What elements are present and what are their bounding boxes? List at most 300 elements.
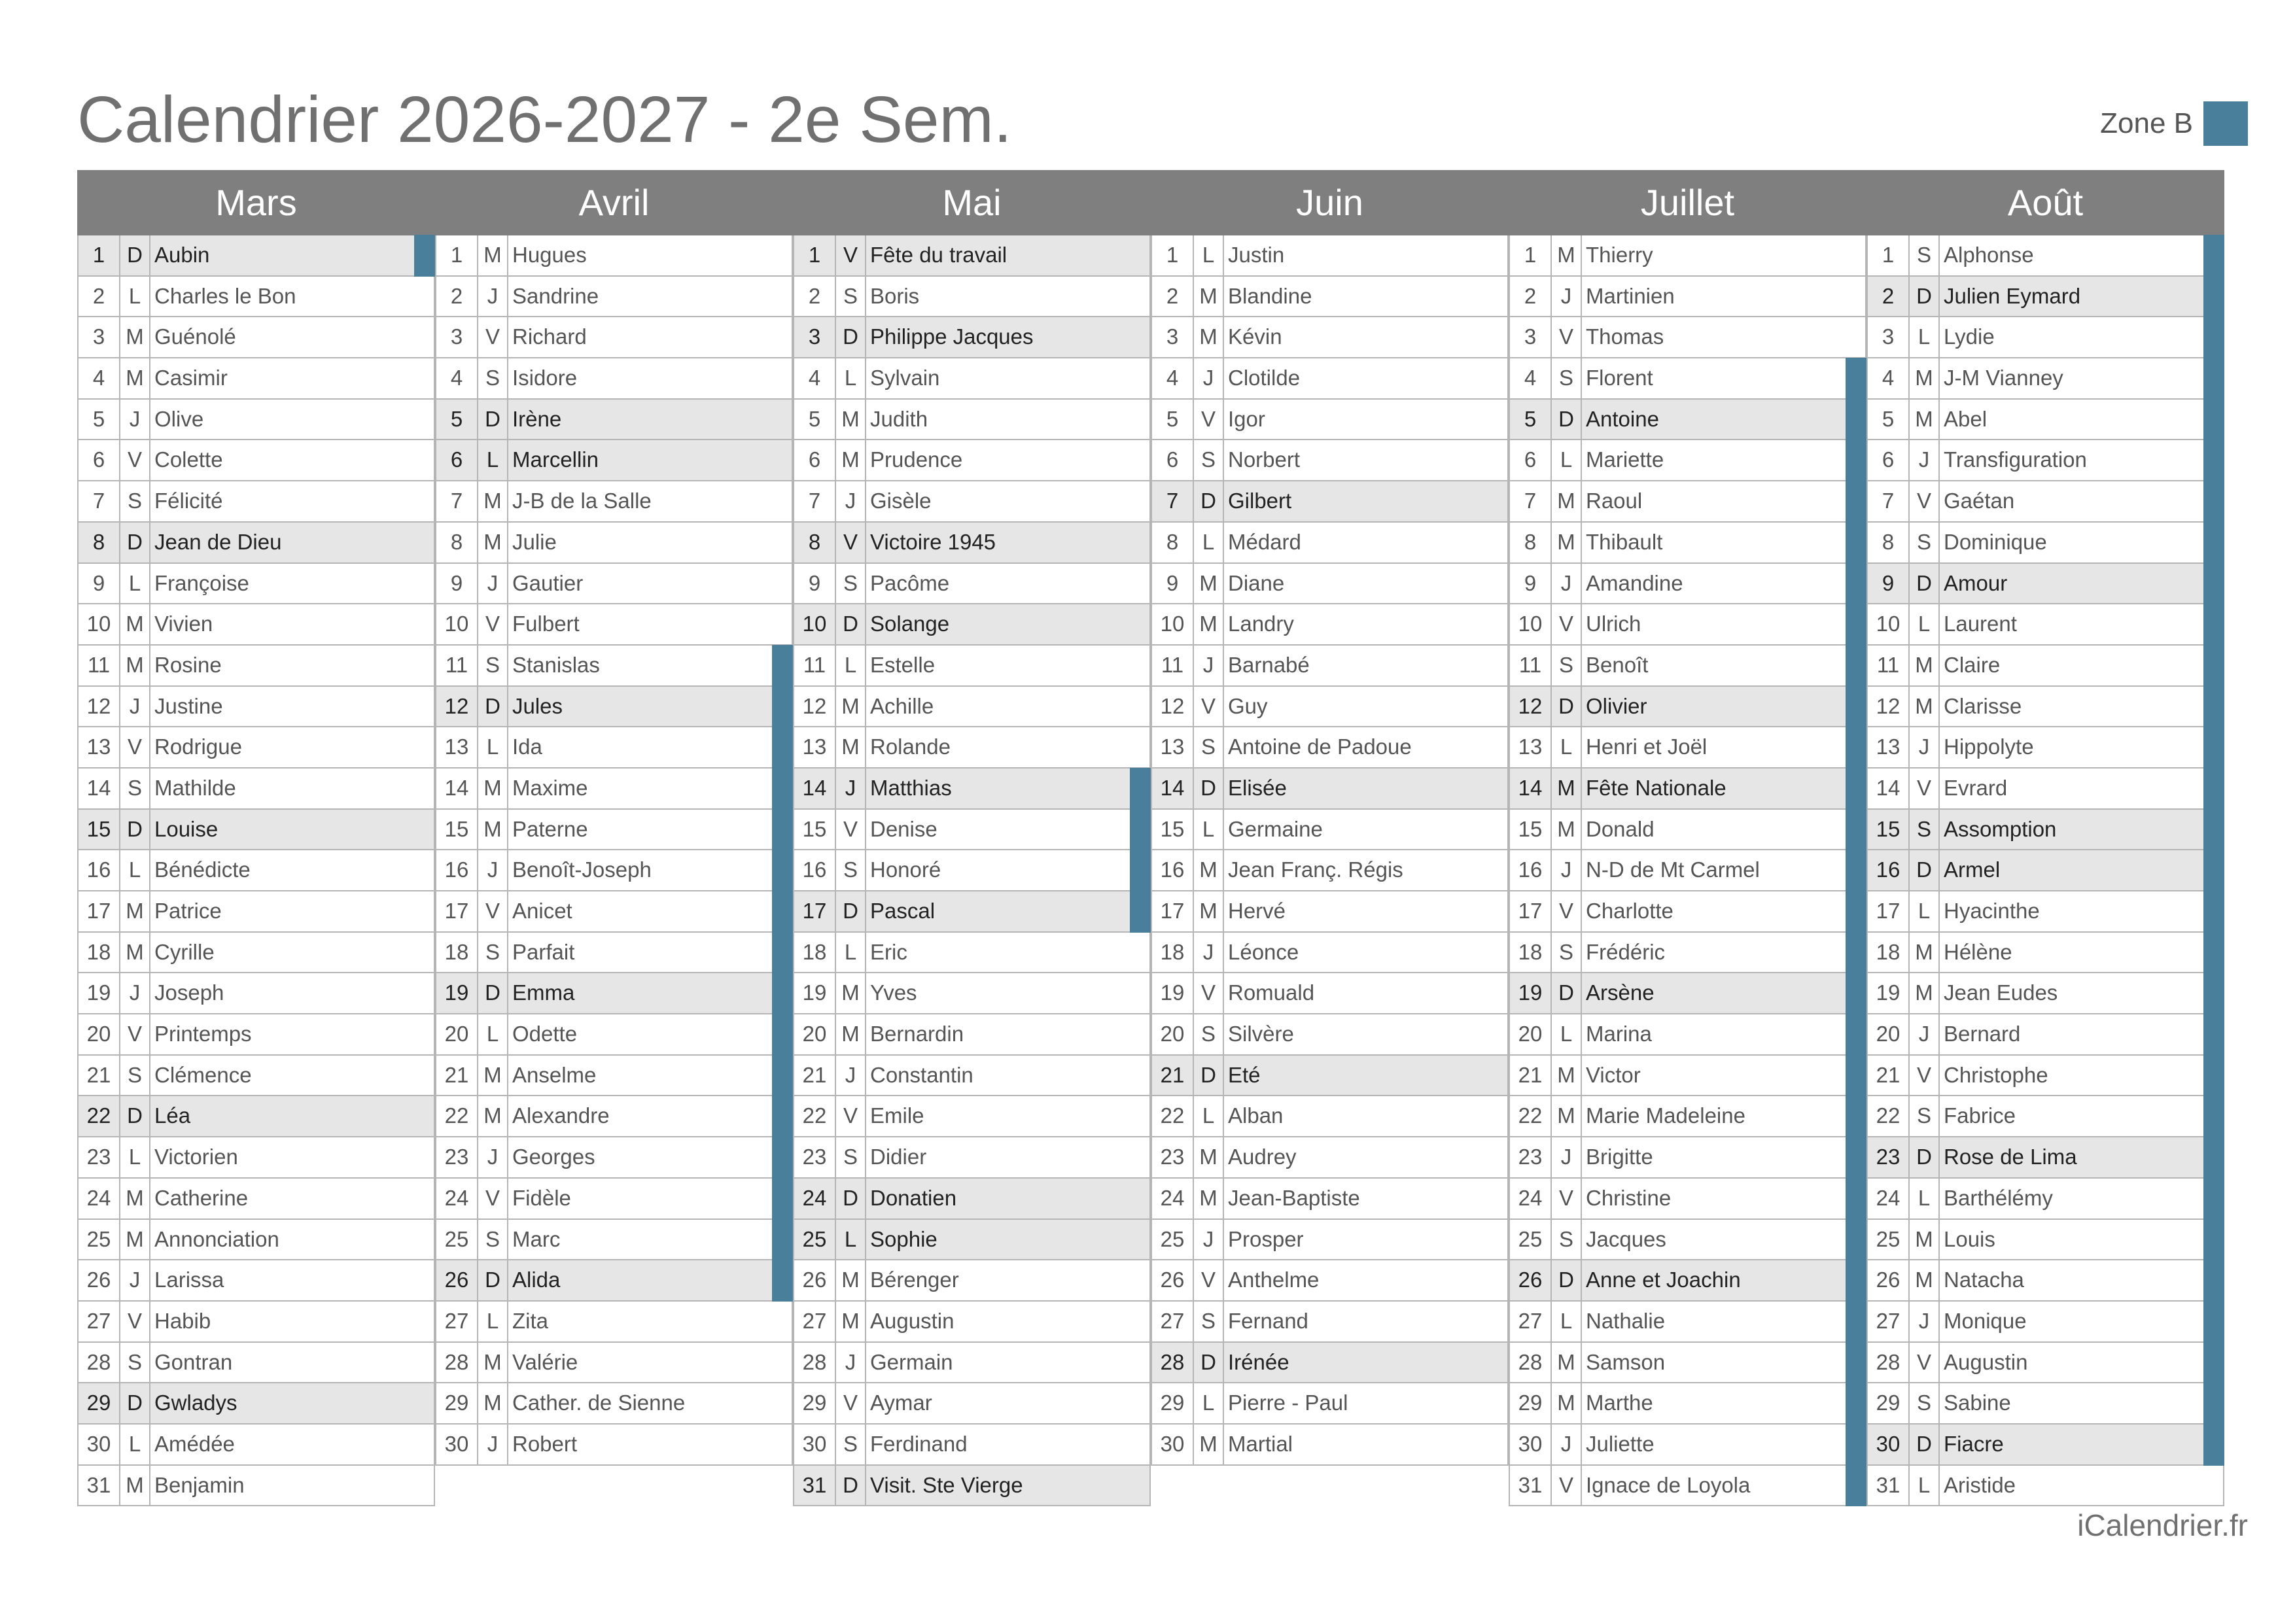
saint-name: Odette: [512, 1022, 578, 1046]
saint-name: Benoît: [1586, 652, 1649, 677]
day-number: 22: [436, 1096, 478, 1136]
vacation-marker: [772, 932, 793, 974]
day-row: [793, 850, 1151, 891]
saint-name: Augustin: [1944, 1349, 2028, 1374]
vacation-marker: [1846, 1465, 1866, 1507]
saint-name: Henri et Joël: [1586, 734, 1708, 759]
vacation-marker: [1846, 1260, 1866, 1302]
day-number: 17: [79, 891, 120, 931]
day-row: [1151, 933, 1509, 974]
weekday-letter: V: [836, 810, 866, 850]
saint-name: Colette: [154, 447, 223, 472]
day-number: 29: [1510, 1383, 1552, 1423]
saint-name: Aristide: [1944, 1472, 2016, 1497]
saint-name: Prosper: [1228, 1226, 1304, 1251]
weekday-letter: S: [1910, 1383, 1940, 1423]
month-header: Août: [2007, 182, 2084, 223]
day-number: 3: [794, 317, 836, 357]
zone-label: Zone B: [2100, 107, 2193, 139]
saint-name: Brigitte: [1586, 1145, 1653, 1169]
day-row: [77, 523, 435, 564]
saint-name: Eté: [1228, 1062, 1261, 1087]
weekday-letter: D: [1552, 1260, 1582, 1300]
day-number: 7: [79, 481, 120, 521]
saint-name: Louise: [154, 816, 219, 841]
saint-name: J-M Vianney: [1944, 366, 2063, 390]
saint-name: Félicité: [154, 489, 223, 513]
saint-name: Igor: [1228, 406, 1265, 431]
day-number: 26: [1510, 1260, 1552, 1300]
day-number: 20: [436, 1014, 478, 1054]
saint-name: Cather. de Sienne: [512, 1391, 686, 1415]
day-row: [1151, 481, 1509, 523]
saint-name: Raoul: [1586, 489, 1643, 513]
day-row: [793, 1425, 1151, 1466]
day-number: 18: [436, 933, 478, 973]
day-row: [1509, 277, 1866, 318]
day-row: [77, 687, 435, 728]
weekday-letter: D: [1552, 973, 1582, 1013]
day-row: [1509, 973, 1866, 1014]
weekday-letter: J: [120, 1260, 150, 1300]
weekday-letter: D: [120, 1383, 150, 1423]
vacation-marker: [2203, 850, 2224, 891]
saint-name: Gisèle: [870, 489, 932, 513]
vacation-marker: [2203, 481, 2224, 523]
saint-name: Bernard: [1944, 1022, 2021, 1046]
saint-name: Gwladys: [154, 1391, 237, 1415]
day-number: 29: [1868, 1383, 1910, 1423]
day-number: 22: [1868, 1096, 1910, 1136]
saint-name: Abel: [1944, 406, 1988, 431]
vacation-marker: [2203, 891, 2224, 933]
saint-name: Habib: [154, 1308, 211, 1333]
day-row: [1151, 850, 1509, 891]
day-number: 14: [436, 769, 478, 808]
month-column: [793, 235, 1151, 1506]
weekday-letter: M: [1194, 604, 1224, 644]
weekday-letter: M: [1910, 400, 1940, 440]
day-number: 1: [794, 235, 836, 275]
day-row: [1866, 850, 2224, 891]
day-number: 16: [794, 850, 836, 890]
day-number: 8: [436, 523, 478, 562]
weekday-letter: S: [1910, 523, 1940, 562]
weekday-letter: M: [1552, 1383, 1582, 1423]
vacation-marker: [772, 1096, 793, 1137]
day-number: 1: [1868, 235, 1910, 275]
day-row: [435, 604, 793, 646]
saint-name: Dominique: [1944, 529, 2047, 554]
day-row: [77, 1014, 435, 1056]
day-row: [435, 1260, 793, 1302]
vacation-marker: [2203, 440, 2224, 481]
weekday-letter: M: [836, 687, 866, 727]
day-row: [1866, 440, 2224, 481]
saint-name: Marie Madeleine: [1586, 1103, 1745, 1128]
weekday-letter: J: [478, 277, 508, 317]
day-number: 2: [1868, 277, 1910, 317]
weekday-letter: V: [120, 1302, 150, 1341]
saint-name: Gaétan: [1944, 489, 2015, 513]
saint-name: Solange: [870, 612, 950, 636]
day-row: [793, 481, 1151, 523]
day-number: 29: [79, 1383, 120, 1423]
weekday-letter: J: [836, 1056, 866, 1096]
vacation-marker: [1846, 973, 1866, 1014]
weekday-letter: V: [1194, 1260, 1224, 1300]
saint-name: Victoire 1945: [870, 529, 996, 554]
day-row: [1509, 564, 1866, 605]
day-number: 8: [1510, 523, 1552, 562]
zone-color-swatch: [2203, 101, 2248, 146]
saint-name: Vivien: [154, 612, 213, 636]
day-row: [77, 727, 435, 769]
month-header-bar: [77, 170, 2224, 235]
day-number: 3: [79, 317, 120, 357]
day-row: [77, 440, 435, 481]
day-number: 29: [794, 1383, 836, 1423]
day-row: [793, 1137, 1151, 1179]
day-number: 21: [436, 1056, 478, 1096]
saint-name: Evrard: [1944, 775, 2008, 800]
saint-name: Hervé: [1228, 899, 1286, 923]
weekday-letter: V: [1552, 891, 1582, 931]
weekday-letter: M: [478, 1383, 508, 1423]
vacation-marker: [2203, 1383, 2224, 1425]
day-number: 29: [436, 1383, 478, 1423]
day-number: 23: [794, 1137, 836, 1177]
day-row: [1866, 604, 2224, 646]
day-number: 27: [436, 1302, 478, 1341]
saint-name: Romuald: [1228, 980, 1315, 1005]
day-number: 5: [79, 400, 120, 440]
saint-name: Jean Franç. Régis: [1228, 857, 1403, 882]
day-row: [435, 727, 793, 769]
day-number: 25: [1152, 1220, 1194, 1260]
vacation-marker: [772, 1260, 793, 1302]
day-number: 26: [79, 1260, 120, 1300]
saint-name: Laurent: [1944, 612, 2017, 636]
saint-name: Paterne: [512, 816, 588, 841]
saint-name: N-D de Mt Carmel: [1586, 857, 1760, 882]
weekday-letter: J: [1910, 1014, 1940, 1054]
weekday-letter: J: [1552, 564, 1582, 604]
day-row: [1151, 358, 1509, 400]
day-number: 6: [1152, 440, 1194, 480]
saint-name: Anselme: [512, 1062, 597, 1087]
saint-name: Barthélémy: [1944, 1185, 2053, 1210]
vacation-marker: [2203, 604, 2224, 646]
day-number: 7: [1152, 481, 1194, 521]
day-number: 1: [1152, 235, 1194, 275]
day-row: [435, 1302, 793, 1343]
vacation-marker: [772, 1178, 793, 1220]
day-row: [793, 1383, 1151, 1425]
day-row: [1866, 523, 2224, 564]
vacation-marker: [2203, 235, 2224, 277]
vacation-marker: [1130, 891, 1151, 933]
day-row: [793, 277, 1151, 318]
saint-name: Donatien: [870, 1185, 957, 1210]
day-row: [77, 317, 435, 358]
vacation-marker: [2203, 1301, 2224, 1343]
saint-name: Blandine: [1228, 283, 1312, 308]
day-number: 19: [436, 973, 478, 1013]
vacation-marker: [772, 727, 793, 769]
saint-name: Christine: [1586, 1185, 1672, 1210]
day-number: 9: [1152, 564, 1194, 604]
saint-name: Bernardin: [870, 1022, 964, 1046]
saint-name: Philippe Jacques: [870, 324, 1034, 349]
vacation-marker: [772, 1137, 793, 1179]
day-row: [1151, 1383, 1509, 1425]
saint-name: Clarisse: [1944, 693, 2022, 718]
weekday-letter: L: [478, 727, 508, 767]
vacation-marker: [1846, 1055, 1866, 1097]
day-row: [77, 1137, 435, 1179]
day-row: [1866, 810, 2224, 851]
saint-name: Fulbert: [512, 612, 580, 636]
vacation-marker: [1846, 358, 1866, 400]
day-row: [1866, 1137, 2224, 1179]
saint-name: Constantin: [870, 1062, 973, 1087]
weekday-letter: J: [478, 564, 508, 604]
weekday-letter: L: [1552, 1302, 1582, 1341]
saint-name: Catherine: [154, 1185, 249, 1210]
day-number: 21: [1510, 1056, 1552, 1096]
saint-name: Aubin: [154, 243, 210, 267]
weekday-letter: D: [836, 1179, 866, 1218]
weekday-letter: M: [1194, 564, 1224, 604]
vacation-marker: [1846, 645, 1866, 687]
weekday-letter: J: [836, 481, 866, 521]
saint-name: Sandrine: [512, 283, 599, 308]
saint-name: Fernand: [1228, 1308, 1308, 1333]
vacation-marker: [414, 235, 435, 277]
day-number: 1: [79, 235, 120, 275]
day-row: [793, 973, 1151, 1014]
saint-name: Mariette: [1586, 447, 1664, 472]
vacation-marker: [1846, 1014, 1866, 1056]
saint-name: Georges: [512, 1145, 595, 1169]
saint-name: Assomption: [1944, 816, 2057, 841]
day-row: [1509, 1220, 1866, 1261]
day-number: 13: [1868, 727, 1910, 767]
weekday-letter: L: [120, 277, 150, 317]
month-column: [1509, 235, 1866, 1506]
saint-name: Florent: [1586, 366, 1653, 390]
day-number: 28: [79, 1343, 120, 1383]
day-row: [1151, 1425, 1509, 1466]
month-header: Mars: [215, 182, 297, 223]
day-row: [793, 523, 1151, 564]
vacation-marker: [2203, 317, 2224, 358]
day-row: [1509, 687, 1866, 728]
day-number: 14: [1152, 769, 1194, 808]
day-number: 19: [79, 973, 120, 1013]
day-number: 6: [794, 440, 836, 480]
weekday-letter: D: [478, 687, 508, 727]
day-number: 10: [1510, 604, 1552, 644]
day-row: [793, 604, 1151, 646]
weekday-letter: J: [1552, 850, 1582, 890]
month-header: Avril: [578, 182, 650, 223]
saint-name: Nathalie: [1586, 1308, 1666, 1333]
day-row: [793, 769, 1151, 810]
day-row: [1151, 687, 1509, 728]
day-row: [435, 481, 793, 523]
saint-name: Gautier: [512, 570, 584, 595]
day-row: [1509, 604, 1866, 646]
weekday-letter: M: [1552, 769, 1582, 808]
weekday-letter: D: [1552, 687, 1582, 727]
weekday-letter: V: [1552, 604, 1582, 644]
vacation-marker: [2203, 1055, 2224, 1097]
day-number: 15: [1510, 810, 1552, 850]
day-number: 13: [436, 727, 478, 767]
weekday-letter: D: [1194, 1343, 1224, 1383]
vacation-marker: [2203, 1424, 2224, 1466]
day-number: 12: [1152, 687, 1194, 727]
day-number: 25: [79, 1220, 120, 1260]
day-row: [77, 646, 435, 687]
saint-name: Julie: [512, 529, 557, 554]
saint-name: Louis: [1944, 1226, 1995, 1251]
page-title: Calendrier 2026-2027 - 2e Sem.: [77, 83, 1012, 156]
day-row: [1151, 1056, 1509, 1097]
day-number: 23: [1152, 1137, 1194, 1177]
weekday-letter: J: [120, 400, 150, 440]
day-number: 31: [1868, 1466, 1910, 1506]
weekday-letter: M: [1552, 1343, 1582, 1383]
day-number: 19: [1152, 973, 1194, 1013]
weekday-letter: M: [1194, 1425, 1224, 1464]
day-row: [1151, 1014, 1509, 1056]
saint-name: Estelle: [870, 652, 936, 677]
weekday-letter: L: [1552, 727, 1582, 767]
month-column: [1151, 235, 1509, 1466]
weekday-letter: M: [120, 646, 150, 685]
vacation-marker: [1846, 686, 1866, 728]
day-number: 18: [1510, 933, 1552, 973]
day-number: 14: [1868, 769, 1910, 808]
day-number: 15: [436, 810, 478, 850]
weekday-letter: S: [836, 564, 866, 604]
weekday-letter: L: [1194, 235, 1224, 275]
day-row: [77, 400, 435, 441]
day-number: 5: [794, 400, 836, 440]
vacation-marker: [772, 891, 793, 933]
day-row: [435, 400, 793, 441]
saint-name: Amandine: [1586, 570, 1683, 595]
weekday-letter: L: [1552, 1014, 1582, 1054]
saint-name: Léonce: [1228, 939, 1299, 964]
day-number: 16: [79, 850, 120, 890]
day-number: 11: [794, 646, 836, 685]
saint-name: Silvère: [1228, 1022, 1294, 1046]
day-row: [77, 564, 435, 605]
saint-name: Thibault: [1586, 529, 1663, 554]
weekday-letter: M: [1552, 235, 1582, 275]
day-row: [77, 1466, 435, 1507]
day-number: 24: [1510, 1179, 1552, 1218]
weekday-letter: L: [836, 646, 866, 685]
vacation-marker: [772, 645, 793, 687]
day-row: [435, 1343, 793, 1384]
weekday-letter: L: [1194, 1096, 1224, 1136]
day-row: [1866, 317, 2224, 358]
day-row: [435, 933, 793, 974]
day-number: 10: [436, 604, 478, 644]
day-row: [1509, 400, 1866, 441]
day-number: 5: [1152, 400, 1194, 440]
day-number: 21: [79, 1056, 120, 1096]
day-number: 8: [794, 523, 836, 562]
weekday-letter: S: [1910, 235, 1940, 275]
day-number: 4: [79, 358, 120, 398]
day-number: 12: [1868, 687, 1910, 727]
day-number: 11: [79, 646, 120, 685]
month-header: Mai: [942, 182, 1002, 223]
day-row: [1151, 769, 1509, 810]
weekday-letter: M: [1910, 933, 1940, 973]
day-number: 27: [794, 1302, 836, 1341]
weekday-letter: V: [1552, 1179, 1582, 1218]
saint-name: Pierre - Paul: [1228, 1391, 1348, 1415]
day-row: [793, 933, 1151, 974]
saint-name: Olivier: [1586, 693, 1647, 718]
day-row: [1151, 973, 1509, 1014]
day-number: 27: [79, 1302, 120, 1341]
weekday-letter: S: [1194, 1014, 1224, 1054]
weekday-letter: J: [1194, 646, 1224, 685]
day-row: [435, 1220, 793, 1261]
saint-name: Sophie: [870, 1226, 937, 1251]
weekday-letter: M: [120, 317, 150, 357]
day-number: 30: [1152, 1425, 1194, 1464]
day-row: [1866, 1466, 2224, 1507]
day-row: [435, 564, 793, 605]
day-row: [435, 1096, 793, 1137]
day-row: [435, 1014, 793, 1056]
day-row: [1866, 235, 2224, 277]
day-number: 13: [1510, 727, 1552, 767]
day-row: [1866, 481, 2224, 523]
day-row: [77, 358, 435, 400]
saint-name: Justin: [1228, 243, 1285, 267]
day-number: 6: [1868, 440, 1910, 480]
day-number: 27: [1868, 1302, 1910, 1341]
day-number: 14: [794, 769, 836, 808]
weekday-letter: J: [478, 1425, 508, 1464]
day-row: [435, 277, 793, 318]
saint-name: Rodrigue: [154, 734, 242, 759]
weekday-letter: M: [836, 1302, 866, 1341]
day-number: 19: [1510, 973, 1552, 1013]
weekday-letter: D: [478, 1260, 508, 1300]
saint-name: Eric: [870, 939, 907, 964]
day-row: [1151, 1220, 1509, 1261]
day-number: 15: [1868, 810, 1910, 850]
saint-name: Judith: [870, 406, 928, 431]
weekday-letter: S: [1552, 358, 1582, 398]
day-row: [793, 891, 1151, 933]
day-number: 30: [1868, 1425, 1910, 1464]
saint-name: Antoine de Padoue: [1228, 734, 1412, 759]
saint-name: Françoise: [154, 570, 249, 595]
saint-name: Didier: [870, 1145, 927, 1169]
